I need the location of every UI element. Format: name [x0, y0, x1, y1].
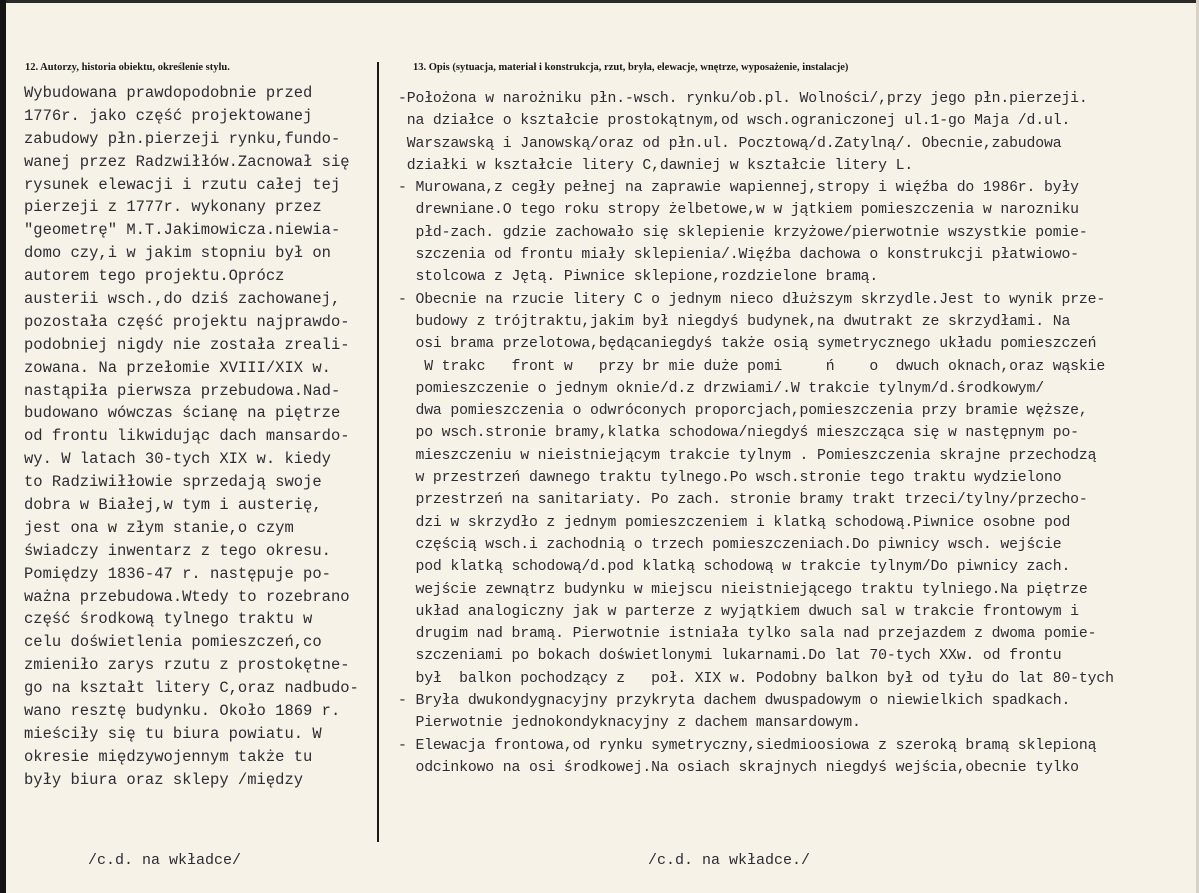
- text-line: wano resztę budynku. Około 1869 r.: [24, 702, 341, 721]
- text-line: dwa pomieszczenia o odwróconych proporcjach,pomieszczenia przy bramie węższe,: [398, 403, 1088, 420]
- column-divider: [377, 62, 379, 842]
- text-line: pod klatką schodową/d.pod klatką schodową w trakcie tylnym/Do piwnicy zach.: [398, 559, 1071, 576]
- text-line: Pierwotnie jednokondyknacyjny z dachem mansardowym.: [398, 715, 861, 732]
- text-line: wanej przez Radzwiłłów.Zacnował się: [24, 152, 350, 171]
- text-line: zmieniło zarys rzutu z prostokętne-: [24, 656, 350, 675]
- text-line: Wybudowana prawdopodobnie przed: [24, 84, 313, 102]
- text-line: pierzeji z 1777r. wykonany przez: [24, 198, 322, 217]
- text-line: dzi w skrzydło z jednym pomieszczeniem i klatką schodową.Piwnice osobne pod: [398, 514, 1071, 531]
- text-line: częścią wsch.i zachodnią o trzech pomieszczeniach.Do piwnicy wsch. wejście: [398, 536, 1062, 553]
- text-line: drugim nad bramą. Pierwotnie istniała tylko sala nad przejazdem z dwoma pomie-: [398, 626, 1097, 643]
- text-line: to Radziwiłłowie sprzedają swoje: [24, 473, 322, 492]
- text-line: autorem tego projektu.Oprócz: [24, 267, 285, 286]
- page-edge-left: [0, 0, 6, 893]
- text-line: świadczy inwentarz z tego okresu.: [24, 541, 331, 560]
- text-line: jest ona w złym stanie,o czym: [24, 518, 294, 537]
- text-line: W trakc front w przy br mie duże pomi ń o dwuch oknach,oraz wąskie: [398, 358, 1106, 375]
- right-continuation-note: /c.d. na wkładce./: [648, 852, 811, 869]
- text-line: pozostała część projektu najprawdo-: [24, 312, 350, 331]
- text-line: wy. W latach 30-tych XIX w. kiedy: [24, 450, 331, 469]
- text-line: szczeniami po bokach doświetlonymi lukarnami.Do lat 70-tych XXw. od frontu: [398, 648, 1062, 665]
- text-line: go na kształt litery C,oraz nadbudo-: [24, 679, 359, 698]
- text-line: nastąpiła pierwsza przebudowa.Nad-: [24, 381, 341, 400]
- text-line: zabudowy płn.pierzeji rynku,fundo-: [24, 129, 341, 148]
- text-line: w przestrzeń dawnego traktu tylnego.Po wsch.stronie tego traktu wydzielono: [398, 470, 1062, 487]
- text-line: od frontu likwidując dach mansardo-: [24, 427, 350, 446]
- text-line: były biura oraz sklepy /między: [24, 770, 304, 789]
- page-edge-top: [0, 0, 1199, 3]
- text-line: budowy z trójtraktu,jakim był niegdyś budynek,na dwutrakt ze skrzydłami. Na: [398, 313, 1071, 330]
- text-line: domo czy,i w jakim stopniu był on: [24, 244, 331, 263]
- text-line: odcinkowo na osi środkowej.Na osiach skrajnych niegdyś wejścia,obecnie tylko: [398, 759, 1079, 776]
- text-line: część środkową tylnego traktu w: [24, 610, 313, 629]
- text-line: mieszczeniu w nieistniejącym trakcie tylnym . Pomieszczenia skrajne przechodzą: [398, 447, 1097, 464]
- text-line: - Bryła dwukondygnacyjny przykryta dachem dwuspadowym o niewielkich spadkach.: [398, 693, 1071, 710]
- text-line: mieściły się tu biura powiatu. W: [24, 724, 322, 743]
- section-12-heading: 12. Autorzy, historia obiektu, określenie stylu.: [25, 62, 230, 73]
- text-line: celu doświetlenia pomieszczeń,co: [24, 633, 322, 652]
- text-line: płd-zach. gdzie zachowało się sklepienie krzyżowe/pierwotnie wszystkie pomie-: [398, 224, 1088, 241]
- text-line: układ analogiczny jak w parterze z wyjątkiem dwuch sal w trakcie frontowym i: [398, 603, 1079, 620]
- text-line: działki w kształcie litery C,dawniej w kształcie litery L.: [398, 157, 914, 174]
- text-line: był balkon pochodzący z poł. XIX w. Podobny balkon był od tyłu do lat 80-tych: [398, 670, 1114, 687]
- left-continuation-note: /c.d. na wkładce/: [88, 852, 242, 869]
- text-line: podobniej nigdy nie została zreali-: [24, 335, 350, 354]
- text-line: budowano wówczas ścianę na piętrze: [24, 404, 341, 423]
- text-line: - Elewacja frontowa,od rynku symetryczny,siedmioosiowa z szeroką bramą sklepioną: [398, 737, 1097, 754]
- text-line: zowana. Na przełomie XVIII/XIX w.: [24, 358, 331, 377]
- text-line: - Murowana,z cegły pełnej na zaprawie wapiennej,stropy i więźba do 1986r. były: [398, 180, 1079, 197]
- text-line: dobra w Białej,w tym i austerię,: [24, 496, 322, 515]
- text-line: drewniane.O tego roku stropy żelbetowe,w w jątkiem pomieszczenia w narozniku: [398, 202, 1079, 219]
- text-line: wejście zewnątrz budynku w miejscu nieistniejącego traktu tylniego.Na piętrze: [398, 581, 1088, 598]
- section-13-heading: 13. Opis (sytuacja, materiał i konstrukcja, rzut, bryła, elewacje, wnętrze, wyposażenie, instalacje): [413, 62, 849, 73]
- text-line: - Obecnie na rzucie litery C o jednym nieco dłuższym skrzydle.Jest to wynik prze-: [398, 291, 1106, 308]
- text-line: ważna przebudowa.Wtedy to rozebrano: [24, 587, 350, 606]
- history-text-column: [24, 82, 376, 792]
- text-line: osi brama przelotowa,będącaniegdyś także osią symetrycznego układu pomieszczeń: [398, 336, 1097, 353]
- text-line: pomieszczenie o jednym oknie/d.z drzwiami/.W trakcie tylnym/d.środkowym/: [398, 380, 1044, 397]
- text-line: przestrzeń na sanitariaty. Po zach. stronie bramy trakt trzeci/tylny/przecho-: [398, 492, 1088, 509]
- text-line: okresie międzywojennym także tu: [24, 747, 313, 766]
- text-line: szczenia od frontu miały sklepienia/.Więźba dachowa o konstrukcji płatwiowo-: [398, 247, 1079, 264]
- text-line: "geometrę" M.T.Jakimowicza.niewia-: [24, 221, 341, 240]
- text-line: austerii wsch.,do dziś zachowanej,: [24, 290, 341, 309]
- text-line: na działce o kształcie prostokątnym,od wsch.ograniczonej ul.1-go Maja /d.ul.: [398, 113, 1071, 130]
- text-line: rysunek elewacji i rzutu całej tej: [24, 175, 341, 194]
- text-line: 1776r. jako część projektowanej: [24, 106, 313, 125]
- text-line: Warszawską i Janowską/oraz od płn.ul. Pocztową/d.Zatylną/. Obecnie,zabudowa: [398, 135, 1062, 152]
- text-line: po wsch.stronie bramy,klatka schodowa/niegdyś mieszcząca się w następnym po-: [398, 425, 1079, 442]
- text-line: stolcowa z Jętą. Piwnice sklepione,rozdzielone bramą.: [398, 269, 879, 286]
- description-text-column: [398, 88, 1198, 779]
- text-line: -Położona w narożniku płn.-wsch. rynku/ob.pl. Wolności/,przy jego płn.pierzeji.: [398, 91, 1088, 107]
- text-line: Pomiędzy 1836-47 r. następuje po-: [24, 564, 331, 583]
